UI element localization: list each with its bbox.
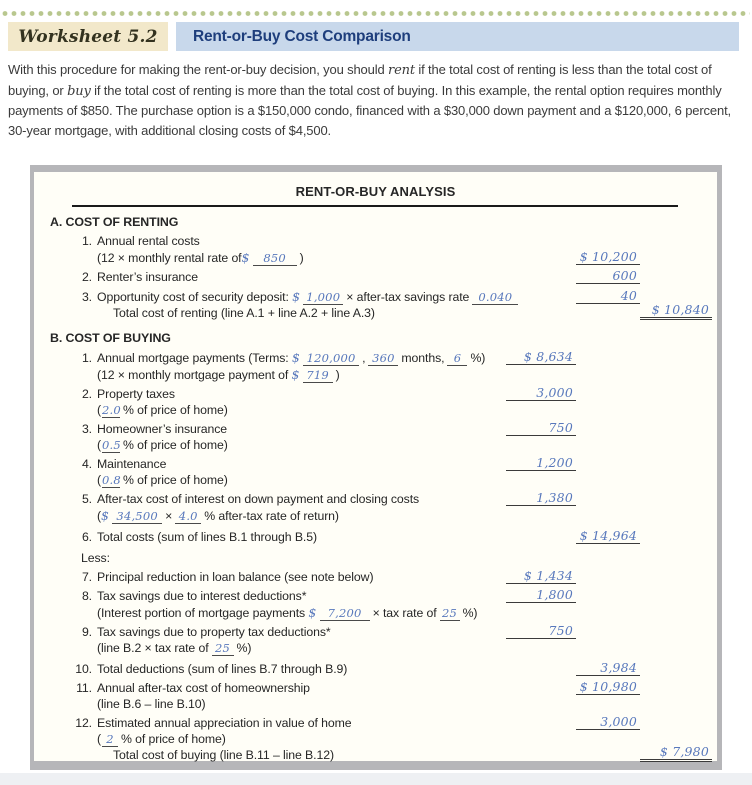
handwritten-entry: 7,200 bbox=[320, 607, 370, 621]
item-detail bbox=[97, 403, 228, 417]
value-property-tax-savings: 750 bbox=[506, 623, 576, 639]
decorative-dotted-rule bbox=[2, 10, 750, 17]
worksheet-header bbox=[8, 22, 746, 51]
value-maintenance: 1,200 bbox=[506, 455, 576, 471]
item-detail: (line B.6 – line B.10) bbox=[97, 697, 206, 711]
detail-text: ( bbox=[97, 403, 101, 417]
line-b4 bbox=[34, 457, 717, 472]
value-annual-rental: $ 10,200 bbox=[576, 249, 640, 265]
item-label: Tax savings due to property tax deductions* bbox=[97, 625, 331, 639]
line-a1-detail bbox=[34, 250, 717, 266]
item-label: Principal reduction in loan balance (see note below) bbox=[97, 570, 374, 584]
handwritten-dollar: $ bbox=[241, 250, 250, 265]
detail-text: %) bbox=[462, 606, 478, 620]
handwritten-dollar: $ bbox=[292, 289, 301, 304]
value-security-deposit-cost: 40 bbox=[576, 288, 640, 304]
line-b8 bbox=[34, 589, 717, 604]
detail-text: ) bbox=[299, 251, 304, 265]
handwritten-entry: 2.0 bbox=[102, 403, 121, 417]
section-b-heading: B. COST OF BUYING bbox=[50, 331, 171, 345]
detail-text: × bbox=[165, 509, 173, 523]
line-b1-detail bbox=[34, 367, 717, 383]
detail-text: ( bbox=[97, 438, 101, 452]
detail-text: ( bbox=[97, 509, 101, 523]
line-b11 bbox=[34, 681, 717, 696]
section-a-heading: A. COST OF RENTING bbox=[50, 215, 179, 229]
line-b7 bbox=[34, 570, 717, 585]
value-total-cost-buying: $ 7,980 bbox=[640, 744, 712, 762]
handwritten-entry: 120,000 bbox=[303, 352, 359, 366]
worksheet-title-bar bbox=[176, 22, 739, 51]
line-b5 bbox=[34, 492, 717, 507]
handwritten-entry: 0.5 bbox=[102, 438, 121, 452]
line-b5-detail bbox=[34, 508, 717, 524]
detail-text: % of price of home) bbox=[123, 473, 228, 487]
total-label: Total cost of renting (line A.1 + line A.2 + line A.3) bbox=[113, 306, 375, 320]
value-homeowners-insurance: 750 bbox=[506, 420, 576, 436]
line-b9 bbox=[34, 625, 717, 640]
intro-text: if the total cost of renting is more than the total cost of buying. In this example, the rental option requires monthly payments of $850. The purchase option is a $150,000 condo, financed with a $30,000 down payment and a $120,000, 6 percent, 30-year mortgage, with additional closing costs of $4,500. bbox=[8, 82, 731, 138]
worksheet-title: Rent-or-Buy Cost Comparison bbox=[193, 27, 411, 45]
item-number: 7. bbox=[81, 570, 92, 584]
item-number: 2. bbox=[81, 387, 92, 401]
less-label-row bbox=[34, 551, 717, 566]
item-label: Maintenance bbox=[97, 457, 167, 471]
item-label: Total deductions (sum of lines B.7 through B.9) bbox=[97, 662, 348, 676]
item-detail bbox=[97, 251, 304, 265]
item-number: 8. bbox=[81, 589, 92, 603]
item-number: 10. bbox=[75, 662, 92, 676]
detail-text: % of price of home) bbox=[123, 403, 228, 417]
value-annual-appreciation: 3,000 bbox=[576, 714, 640, 730]
handwritten-entry: 360 bbox=[368, 352, 398, 366]
value-annual-mortgage: $ 8,634 bbox=[506, 349, 576, 365]
item-label bbox=[97, 290, 521, 304]
item-label: Homeowner’s insurance bbox=[97, 422, 228, 436]
detail-text: ( bbox=[97, 732, 101, 746]
value-aftertax-interest-cost: 1,380 bbox=[506, 490, 576, 506]
handwritten-dollar: $ bbox=[291, 367, 300, 382]
handwritten-entry: 34,500 bbox=[112, 510, 162, 524]
detail-text: (line B.2 × tax rate of bbox=[97, 641, 209, 655]
handwritten-entry: 25 bbox=[440, 607, 460, 621]
detail-text: ( bbox=[97, 473, 101, 487]
value-property-taxes: 3,000 bbox=[506, 385, 576, 401]
label-text: Opportunity cost of security deposit: bbox=[97, 290, 289, 304]
handwritten-dollar: $ bbox=[308, 605, 317, 620]
title-rule bbox=[72, 205, 678, 207]
item-detail bbox=[97, 509, 339, 523]
value-total-deductions: 3,984 bbox=[576, 660, 640, 676]
detail-text: % after-tax rate of return) bbox=[204, 509, 339, 523]
item-number: 12. bbox=[75, 716, 92, 730]
item-label: Annual after-tax cost of homeownership bbox=[97, 681, 310, 695]
item-label: Tax savings due to interest deductions* bbox=[97, 589, 307, 603]
handwritten-dollar: $ bbox=[291, 350, 301, 365]
handwritten-entry: 1,000 bbox=[303, 291, 343, 305]
item-detail bbox=[97, 641, 251, 655]
item-detail bbox=[97, 438, 228, 452]
analysis-worksheet-panel bbox=[30, 165, 722, 770]
line-a1 bbox=[34, 234, 717, 249]
analysis-sheet bbox=[34, 184, 717, 773]
line-b3-detail bbox=[34, 438, 717, 453]
worksheet-number-label: Worksheet 5.2 bbox=[18, 26, 158, 47]
line-b8-detail bbox=[34, 605, 717, 621]
line-b10 bbox=[34, 662, 717, 677]
value-renters-insurance: 600 bbox=[576, 268, 640, 284]
detail-text: %) bbox=[236, 641, 252, 655]
intro-rent-italic: rent bbox=[388, 63, 415, 78]
line-b2 bbox=[34, 387, 717, 402]
page-bottom-band bbox=[0, 773, 752, 785]
total-label: Total cost of buying (line B.11 – line B.12) bbox=[113, 748, 334, 762]
line-b11-detail bbox=[34, 697, 717, 712]
item-number: 1. bbox=[81, 234, 92, 248]
line-a3 bbox=[34, 289, 717, 305]
header-gap bbox=[168, 22, 176, 51]
handwritten-entry: 4.0 bbox=[175, 510, 201, 524]
line-b2-detail bbox=[34, 403, 717, 418]
handwritten-entry: 850 bbox=[253, 252, 297, 266]
detail-text: × tax rate of bbox=[372, 606, 437, 620]
intro-paragraph bbox=[8, 60, 747, 140]
label-text: months, bbox=[401, 351, 445, 365]
handwritten-entry: 6 bbox=[447, 352, 467, 366]
sheet-title: RENT-OR-BUY ANALYSIS bbox=[295, 184, 456, 199]
label-text: × after-tax savings rate bbox=[346, 290, 470, 304]
line-b12 bbox=[34, 716, 717, 731]
line-b12-detail bbox=[34, 732, 717, 747]
handwritten-entry: 2 bbox=[102, 733, 118, 747]
line-b4-detail bbox=[34, 473, 717, 488]
label-text: %) bbox=[470, 351, 486, 365]
less-label: Less: bbox=[81, 551, 110, 565]
item-detail bbox=[97, 732, 226, 746]
handwritten-entry: 25 bbox=[212, 642, 234, 656]
label-text: , bbox=[362, 351, 366, 365]
intro-text: if the total cost of renting is less than the total cost of buying, or bbox=[8, 62, 712, 98]
value-total-costs: $ 14,964 bbox=[576, 528, 640, 544]
item-number: 6. bbox=[81, 530, 92, 544]
item-label: After-tax cost of interest on down payment and closing costs bbox=[97, 492, 420, 506]
item-number: 5. bbox=[81, 492, 92, 506]
item-label bbox=[97, 351, 485, 365]
detail-text: ) bbox=[335, 368, 340, 382]
item-number: 1. bbox=[81, 351, 92, 365]
item-number: 2. bbox=[81, 270, 92, 284]
line-a-total bbox=[34, 302, 717, 321]
intro-buy-italic: buy bbox=[67, 83, 91, 99]
item-label: Property taxes bbox=[97, 387, 175, 401]
item-detail bbox=[97, 368, 340, 382]
line-b3 bbox=[34, 422, 717, 437]
handwritten-dollar: $ bbox=[101, 508, 110, 523]
worksheet-number-tab bbox=[8, 22, 168, 51]
value-interest-tax-savings: 1,800 bbox=[506, 587, 576, 603]
detail-text: (Interest portion of mortgage payments bbox=[97, 606, 306, 620]
handwritten-entry: 0.040 bbox=[472, 291, 518, 305]
item-detail bbox=[97, 473, 228, 487]
item-number: 11. bbox=[76, 681, 92, 695]
line-a2 bbox=[34, 270, 717, 285]
item-number: 3. bbox=[81, 422, 92, 436]
value-total-cost-renting: $ 10,840 bbox=[640, 302, 712, 320]
handwritten-entry: 0.8 bbox=[102, 473, 121, 487]
detail-text: (12 × monthly mortgage payment of bbox=[97, 368, 289, 382]
item-number: 9. bbox=[81, 625, 92, 639]
item-label: Total costs (sum of lines B.1 through B.5) bbox=[97, 530, 317, 544]
value-principal-reduction: $ 1,434 bbox=[506, 568, 576, 584]
detail-text: % of price of home) bbox=[121, 732, 226, 746]
handwritten-entry: 719 bbox=[303, 369, 333, 383]
line-b9-detail bbox=[34, 641, 717, 656]
label-text: Annual mortgage payments (Terms: bbox=[97, 351, 289, 365]
item-number: 3. bbox=[81, 290, 92, 304]
intro-text: With this procedure for making the rent-or-buy decision, you should bbox=[8, 62, 388, 77]
item-number: 4. bbox=[81, 457, 92, 471]
item-label: Annual rental costs bbox=[97, 234, 200, 248]
line-b-total bbox=[34, 744, 717, 763]
detail-text: % of price of home) bbox=[123, 438, 228, 452]
detail-text: (12 × monthly rental rate of bbox=[97, 251, 242, 265]
line-b6 bbox=[34, 530, 717, 545]
line-b1 bbox=[34, 350, 717, 366]
item-detail bbox=[97, 606, 477, 620]
item-label: Renter’s insurance bbox=[97, 270, 198, 284]
item-label: Estimated annual appreciation in value of home bbox=[97, 716, 352, 730]
value-aftertax-ownership-cost: $ 10,980 bbox=[576, 679, 640, 695]
